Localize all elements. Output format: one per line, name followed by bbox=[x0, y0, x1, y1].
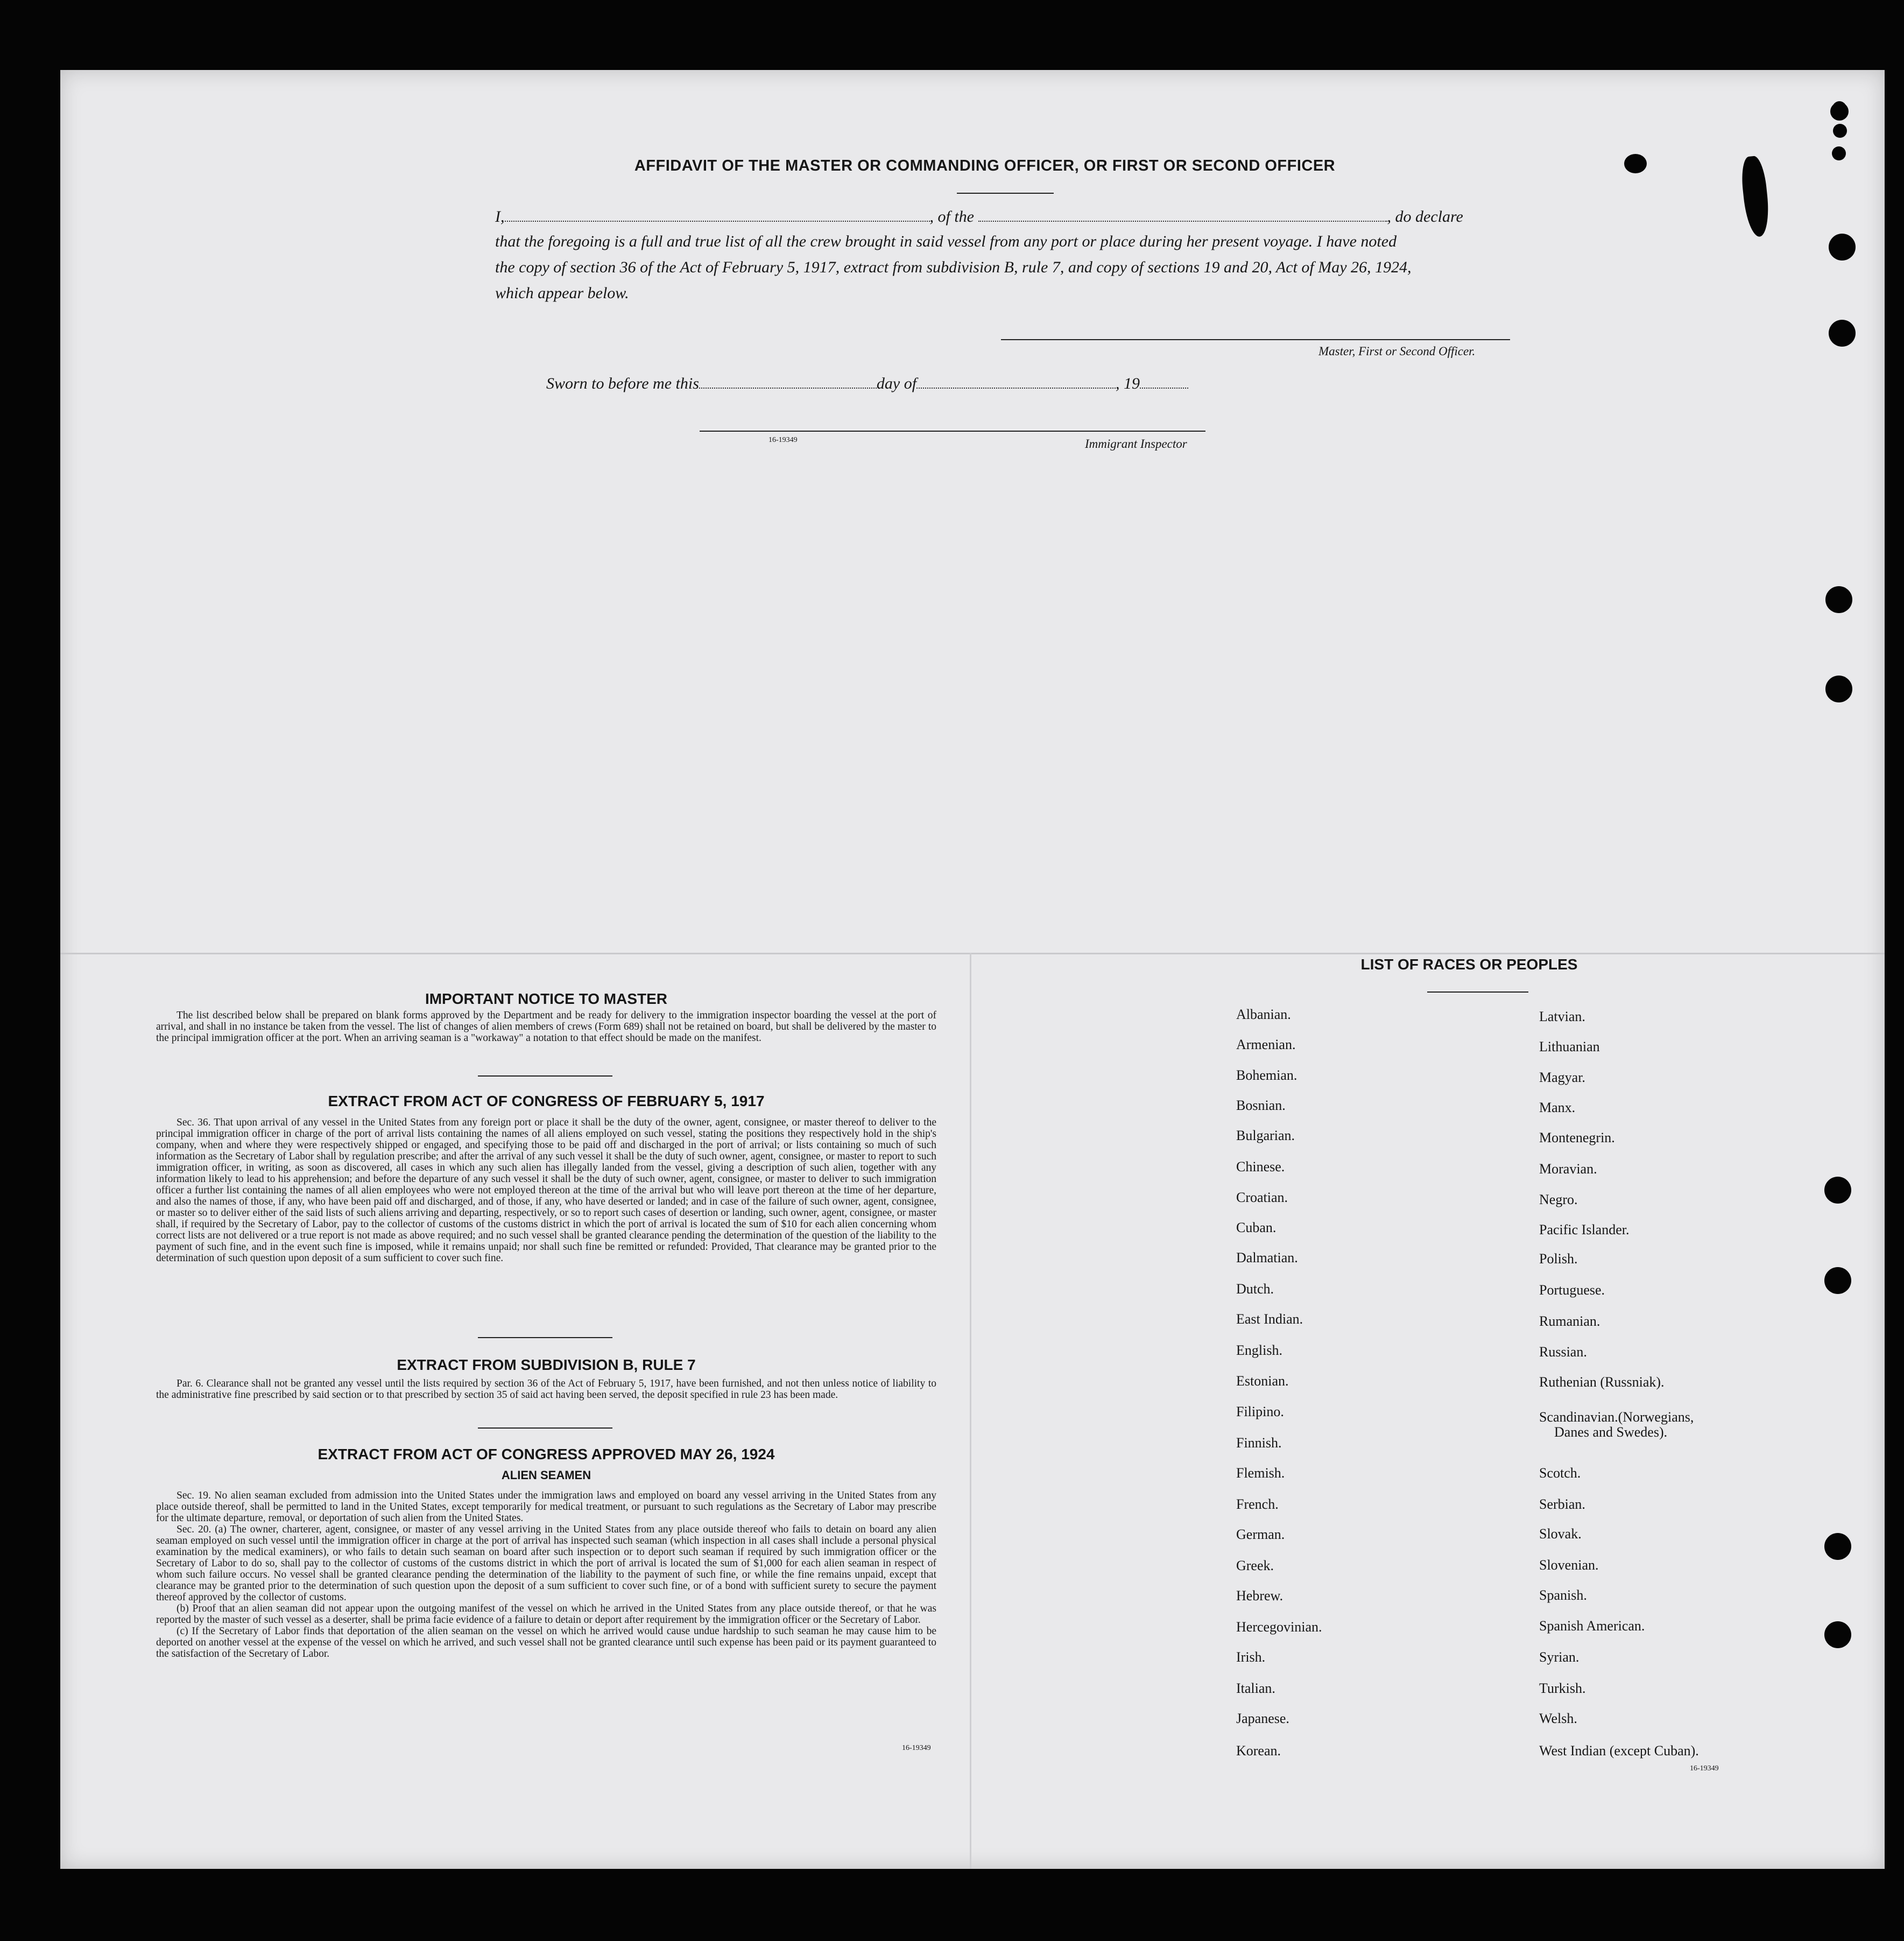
punch-hole bbox=[1829, 234, 1856, 261]
month-blank bbox=[916, 383, 1116, 389]
affidavit-line-3: the copy of section 36 of the Act of February 5, 1917, extract from subdivision B, rule 7, and copy of sections 19 and 20, Act of May 26, 1924, bbox=[495, 258, 1412, 276]
race-item: Dutch. bbox=[1236, 1281, 1274, 1297]
race-item: Chinese. bbox=[1236, 1159, 1285, 1175]
race-item: Spanish. bbox=[1539, 1587, 1587, 1603]
race-item: French. bbox=[1236, 1496, 1279, 1512]
race-item: Bosnian. bbox=[1236, 1098, 1286, 1113]
sworn-line bbox=[546, 375, 1246, 393]
race-item: Hebrew. bbox=[1236, 1588, 1284, 1604]
year-blank bbox=[1140, 383, 1188, 389]
sec20b-paragraph: (b) Proof that an alien seaman did not appear upon the outgoing manifest of the vessel on which he arrived in the United States from any place outside thereof, or that he was reported by the master of such vessel as a deserter, shall be prima facie evidence of a failure to detain or deport after requirement by the immigration officer or the Secretary of Labor. bbox=[156, 1603, 936, 1626]
race-item: German. bbox=[1236, 1527, 1285, 1542]
extract-rule7-title: EXTRACT FROM SUBDIVISION B, RULE 7 bbox=[397, 1356, 696, 1373]
race-item: Portuguese. bbox=[1539, 1282, 1605, 1298]
race-item: Slovak. bbox=[1539, 1526, 1582, 1542]
sec19-paragraph: Sec. 19. No alien seaman excluded from admission into the United States under the immigration laws and employed on board any vessel arriving in the United States from any place outside thereof, shall be permitted to land in the United States, except temporarily for medical treatment, or pursuant to such regulations as the Secretary of Labor may prescribe for the ultimate departure, removal, or deportation of such alien from the United States. bbox=[156, 1490, 936, 1524]
affidavit-line-1 bbox=[495, 208, 1507, 226]
affidavit-do-declare: , do declare bbox=[1387, 208, 1463, 226]
race-item: Serbian. bbox=[1539, 1496, 1585, 1512]
race-item: Pacific Islander. bbox=[1539, 1222, 1630, 1237]
race-item: Bulgarian. bbox=[1236, 1128, 1295, 1143]
punch-hole bbox=[1833, 124, 1847, 138]
race-item: Armenian. bbox=[1236, 1037, 1296, 1052]
sworn-day: day of bbox=[876, 375, 917, 392]
notice-title: IMPORTANT NOTICE TO MASTER bbox=[425, 990, 668, 1007]
extract-1924-subtitle: ALIEN SEAMEN bbox=[501, 1468, 591, 1482]
punch-hole bbox=[1830, 102, 1849, 121]
races-title: LIST OF RACES OR PEOPLES bbox=[1360, 956, 1578, 973]
inspector-signature-label: Immigrant Inspector bbox=[1085, 437, 1187, 451]
race-item: Moravian. bbox=[1539, 1161, 1597, 1177]
master-signature-line bbox=[1001, 339, 1510, 340]
race-item: Japanese. bbox=[1236, 1711, 1289, 1726]
punch-hole bbox=[1824, 1621, 1851, 1648]
race-item: Ruthenian (Russniak). bbox=[1539, 1374, 1665, 1390]
section-divider bbox=[478, 1427, 612, 1429]
affidavit-i: I, bbox=[495, 208, 505, 226]
race-item: Polish. bbox=[1539, 1251, 1578, 1267]
race-item: West Indian (except Cuban). bbox=[1539, 1743, 1699, 1759]
race-item: Finnish. bbox=[1236, 1435, 1282, 1451]
ink-blot bbox=[1624, 154, 1647, 173]
affidavit-title: AFFIDAVIT OF THE MASTER OR COMMANDING OFFICER, OR FIRST OR SECOND OFFICER bbox=[634, 157, 1336, 174]
race-item: Danes and Swedes). bbox=[1554, 1424, 1668, 1440]
extract-rule7-text bbox=[156, 1378, 936, 1401]
race-item: Magyar. bbox=[1539, 1070, 1585, 1085]
race-item: Welsh. bbox=[1539, 1711, 1577, 1726]
vessel-blank bbox=[978, 216, 1387, 222]
extract-1917-title: EXTRACT FROM ACT OF CONGRESS OF FEBRUARY 5, 1917 bbox=[328, 1093, 765, 1109]
name-blank bbox=[505, 216, 930, 222]
punch-hole bbox=[1824, 1533, 1851, 1560]
extract-1917-paragraph: Sec. 36. That upon arrival of any vessel in the United States from any foreign port or place it shall be the duty of the owner, agent, consignee, or master thereof to deliver to the principal immigration officer in charge of the port of arrival lists containing the names of all aliens employed on such vessel, stating the positions they respectively hold in the ship's company, when and where they were respectively shipped or engaged, and specifying those to be paid off and discharged in the port of arrival; or lists containing so much of such information as the Secretary of Labor shall by regulation prescribe; and after the arrival of any such vessel it shall be the duty of such owner, agent, consignee, or master to report to such immigration officer, in writing, as soon as discovered, all cases in which any such alien has illegally landed from the vessel, giving a description of such alien, together with any information likely to lead to his apprehension; and before the departure of any such vessel it shall be the duty of such owner, agent, consignee, or master to deliver to such immigration officer a further list containing the names of all alien employees who were not employed thereon at the time of the arrival but who will leave port thereon at the time of her departure, and also the names of those, if any, who have been paid off and discharged, and of those, if any, who have deserted or landed; and in case of the failure of such owner, agent, consignee, or master so to deliver either of the said lists of such aliens arriving and departing, respectively, or so to report such cases of desertion or landing, such owner, agent, consignee, or master shall, if required by the Secretary of Labor, pay to the collector of customs of the customs district in which the port of arrival is located the sum of $10 for each alien concerning whom correct lists are not delivered or a true report is not made as above required; and no such vessel shall be granted clearance pending the determination of the question of the liability to the payment of such fine, and in the event such fine is imposed, while it remains unpaid; nor shall such fine be remitted or refunded: Provided, That clearance may be granted prior to the determination of such question upon deposit of a sum sufficient to cover such fine. bbox=[156, 1117, 936, 1264]
form-code: 16-19349 bbox=[768, 436, 798, 444]
race-item: Negro. bbox=[1539, 1192, 1578, 1207]
inspector-signature-line bbox=[700, 431, 1205, 432]
race-item: Bohemian. bbox=[1236, 1067, 1297, 1083]
race-item: Albanian. bbox=[1236, 1007, 1291, 1022]
extract-rule7-paragraph: Par. 6. Clearance shall not be granted any vessel until the lists required by section 36 of the Act of February 5, 1917, have been furnished, and not then unless notice of liability to the administrative fine prescribed by said section or to that prescribed by section 35 of said act having been served, the deposit specified in rule 23 has been made. bbox=[156, 1378, 936, 1401]
race-item: Scandinavian.(Norwegians, bbox=[1539, 1409, 1694, 1425]
race-item: Montenegrin. bbox=[1539, 1130, 1615, 1145]
horizontal-fold-line bbox=[60, 953, 1885, 954]
punch-hole bbox=[1825, 676, 1852, 702]
punch-hole bbox=[1832, 146, 1846, 160]
race-item: Spanish American. bbox=[1539, 1618, 1645, 1634]
punch-hole bbox=[1824, 1267, 1851, 1294]
race-item: Latvian. bbox=[1539, 1009, 1585, 1024]
affidavit-of-the: , of the bbox=[929, 208, 974, 226]
race-item: Rumanian. bbox=[1539, 1313, 1600, 1329]
section-divider bbox=[478, 1075, 612, 1077]
race-item: Flemish. bbox=[1236, 1465, 1285, 1481]
sworn-prefix: Sworn to before me this bbox=[546, 375, 699, 392]
race-item: Slovenian. bbox=[1539, 1557, 1599, 1573]
notice-text bbox=[156, 1010, 936, 1044]
race-item: Lithuanian bbox=[1539, 1039, 1600, 1054]
affidavit-line-4: which appear below. bbox=[495, 284, 629, 302]
race-item: Syrian. bbox=[1539, 1649, 1579, 1665]
race-item: East Indian. bbox=[1236, 1311, 1303, 1327]
race-item: Russian. bbox=[1539, 1344, 1587, 1360]
race-item: Scotch. bbox=[1539, 1465, 1581, 1481]
races-divider bbox=[1427, 991, 1528, 993]
punch-hole bbox=[1825, 586, 1852, 613]
race-item: Manx. bbox=[1539, 1100, 1576, 1115]
race-item: Estonian. bbox=[1236, 1373, 1289, 1389]
extract-1924-text bbox=[156, 1490, 936, 1659]
sec20c-paragraph: (c) If the Secretary of Labor finds that deportation of the alien seaman on the vessel on which he arrived would cause undue hardship to such seaman he may cause him to be deported on another vessel at the expense of the vessel on which he arrived, and such vessel shall not be granted clearance until such expense has been paid or its payment guaranteed to the satisfaction of the Secretary of Labor. bbox=[156, 1626, 936, 1659]
form-code: 16-19349 bbox=[902, 1744, 931, 1752]
punch-hole bbox=[1829, 320, 1856, 347]
section-divider bbox=[478, 1337, 612, 1338]
master-signature-label: Master, First or Second Officer. bbox=[1318, 344, 1476, 358]
race-item: Italian. bbox=[1236, 1680, 1275, 1696]
race-item: Irish. bbox=[1236, 1649, 1266, 1665]
form-code: 16-19349 bbox=[1690, 1764, 1719, 1773]
race-item: Greek. bbox=[1236, 1558, 1274, 1573]
punch-hole bbox=[1824, 1177, 1851, 1204]
day-blank bbox=[699, 383, 877, 389]
race-item: Korean. bbox=[1236, 1743, 1281, 1759]
race-item: English. bbox=[1236, 1342, 1282, 1358]
affidavit-line-2: that the foregoing is a full and true list of all the crew brought in said vessel from any port or place during her present voyage. I have noted bbox=[495, 233, 1397, 250]
notice-paragraph: The list described below shall be prepared on blank forms approved by the Department and be ready for delivery to the immigration inspector boarding the vessel at the port of arrival, and shall in no instance be taken from the vessel. The list of changes of alien members of crews (Form 689) shall not be retained on board, but shall be delivered by the master to the principal immigration officer at the port. When an arriving seaman is a "workaway" a notation to that effect should be made on the manifest. bbox=[156, 1010, 936, 1044]
race-item: Dalmatian. bbox=[1236, 1250, 1298, 1265]
extract-1917-text bbox=[156, 1117, 936, 1264]
race-item: Cuban. bbox=[1236, 1220, 1277, 1235]
sworn-year: , 19 bbox=[1116, 375, 1140, 392]
race-item: Croatian. bbox=[1236, 1190, 1288, 1205]
sec20a-paragraph: Sec. 20. (a) The owner, charterer, agent, consignee, or master of any vessel arriving in the United States from any place outside thereof who fails to detain on board any alien seaman employed on such vessel until the immigration officer in charge at the port of arrival has inspected such seaman (which inspection in all cases shall include a personal physical examination by the medical examiners), or who fails to detain such seaman on board after such inspection or to deport such seaman if required by such immigration officer or the Secretary of Labor to do so, shall pay to the collector of customs of the customs district in which the port of arrival is located the sum of $1,000 for each alien seaman in respect of whom such failure occurs. No vessel shall be granted clearance pending the determination of the liability to the payment of such fine, or while the fine remains unpaid, except that clearance may be granted prior to the determination of such question upon the deposit of a sum sufficient to cover such fine, or of a bond with sufficient surety to secure the payment thereof approved by the collector of customs. bbox=[156, 1524, 936, 1603]
race-item: Hercegovinian. bbox=[1236, 1619, 1322, 1635]
vertical-fold-line bbox=[970, 953, 971, 1869]
extract-1924-title: EXTRACT FROM ACT OF CONGRESS APPROVED MAY 26, 1924 bbox=[318, 1446, 775, 1462]
race-item: Filipino. bbox=[1236, 1404, 1284, 1419]
title-divider bbox=[957, 193, 1054, 194]
race-item: Turkish. bbox=[1539, 1680, 1586, 1696]
